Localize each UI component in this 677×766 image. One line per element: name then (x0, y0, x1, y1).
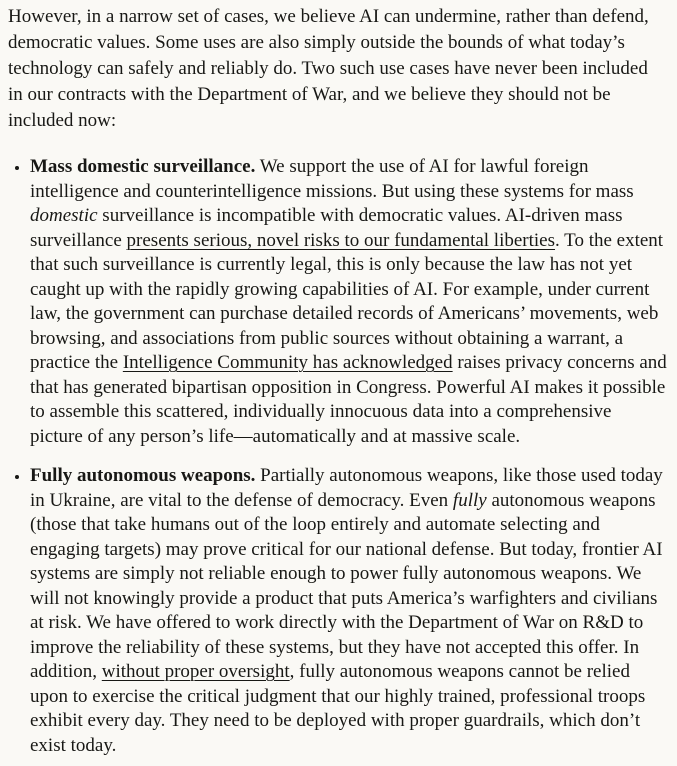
text-run: . To the extent that such surveillance is currently legal, this is only because the law has not yet caught up with the rapidly growing capabilities of AI. For example, under current law, the government can purchase detailed records of Americans’ movements, web browsing, and associations from public sources without obtaining a warrant, a practice the (30, 229, 664, 373)
bold-lead-in: Fully autonomous weapons. (30, 465, 256, 486)
bold-lead-in: Mass domestic surveillance. (30, 156, 256, 177)
list-item-mass-domestic-surveillance (30, 155, 667, 449)
text-run: , fully autonomous weapons cannot be relied upon to exercise the critical judgment that our highly trained, professional troops exhibit every day. They need to be deployed with proper guardrails, which don’t exist today. (30, 661, 646, 756)
text-run: However, in a narrow set of cases, we believe AI can undermine, rather than defend, democratic values. Some uses are also simply outside the bounds of what today’s technology can safely and reliably do. Two such use cases have never been included in our contracts with the Department of War, and we believe they should not be included now: (8, 6, 649, 131)
text-run: surveillance is incompatible with democratic values. AI-driven mass surveillance (30, 205, 623, 251)
inline-link[interactable]: presents serious, novel risks to our fundamental liberties (126, 229, 556, 251)
intro-paragraph (8, 4, 667, 134)
list-item-fully-autonomous-weapons (30, 464, 667, 758)
text-run: autonomous weapons (those that take humans out of the loop entirely and automate selecting and engaging targets) may prove critical for our national defense. But today, frontier AI systems are simply not reliable enough to power fully autonomous weapons. We will not knowingly provide a product that puts America’s warfighters and civilians at risk. We have offered to work directly with the Department of War on R&D to improve the reliability of these systems, but they have not accepted this offer. In addition, (30, 489, 663, 682)
text-run: Partially autonomous weapons, like those used today in Ukraine, are vital to the defense of democracy. Even (30, 465, 663, 511)
bullet-list (8, 155, 667, 758)
italic-text: domestic (30, 205, 98, 226)
inline-link[interactable]: Intelligence Community has acknowledged (122, 352, 453, 373)
italic-text: fully (452, 489, 487, 511)
inline-link[interactable]: without proper oversight (101, 661, 290, 682)
text-run: raises privacy concerns and that has generated bipartisan opposition in Congress. Powerful AI makes it possible to assemble this scattered, individually innocuous data into a comprehensive picture of any person’s life—automatically and at massive scale. (30, 352, 667, 447)
text-run: We support the use of AI for lawful foreign intelligence and counterintelligence missions. But using these systems for mass (30, 156, 634, 202)
